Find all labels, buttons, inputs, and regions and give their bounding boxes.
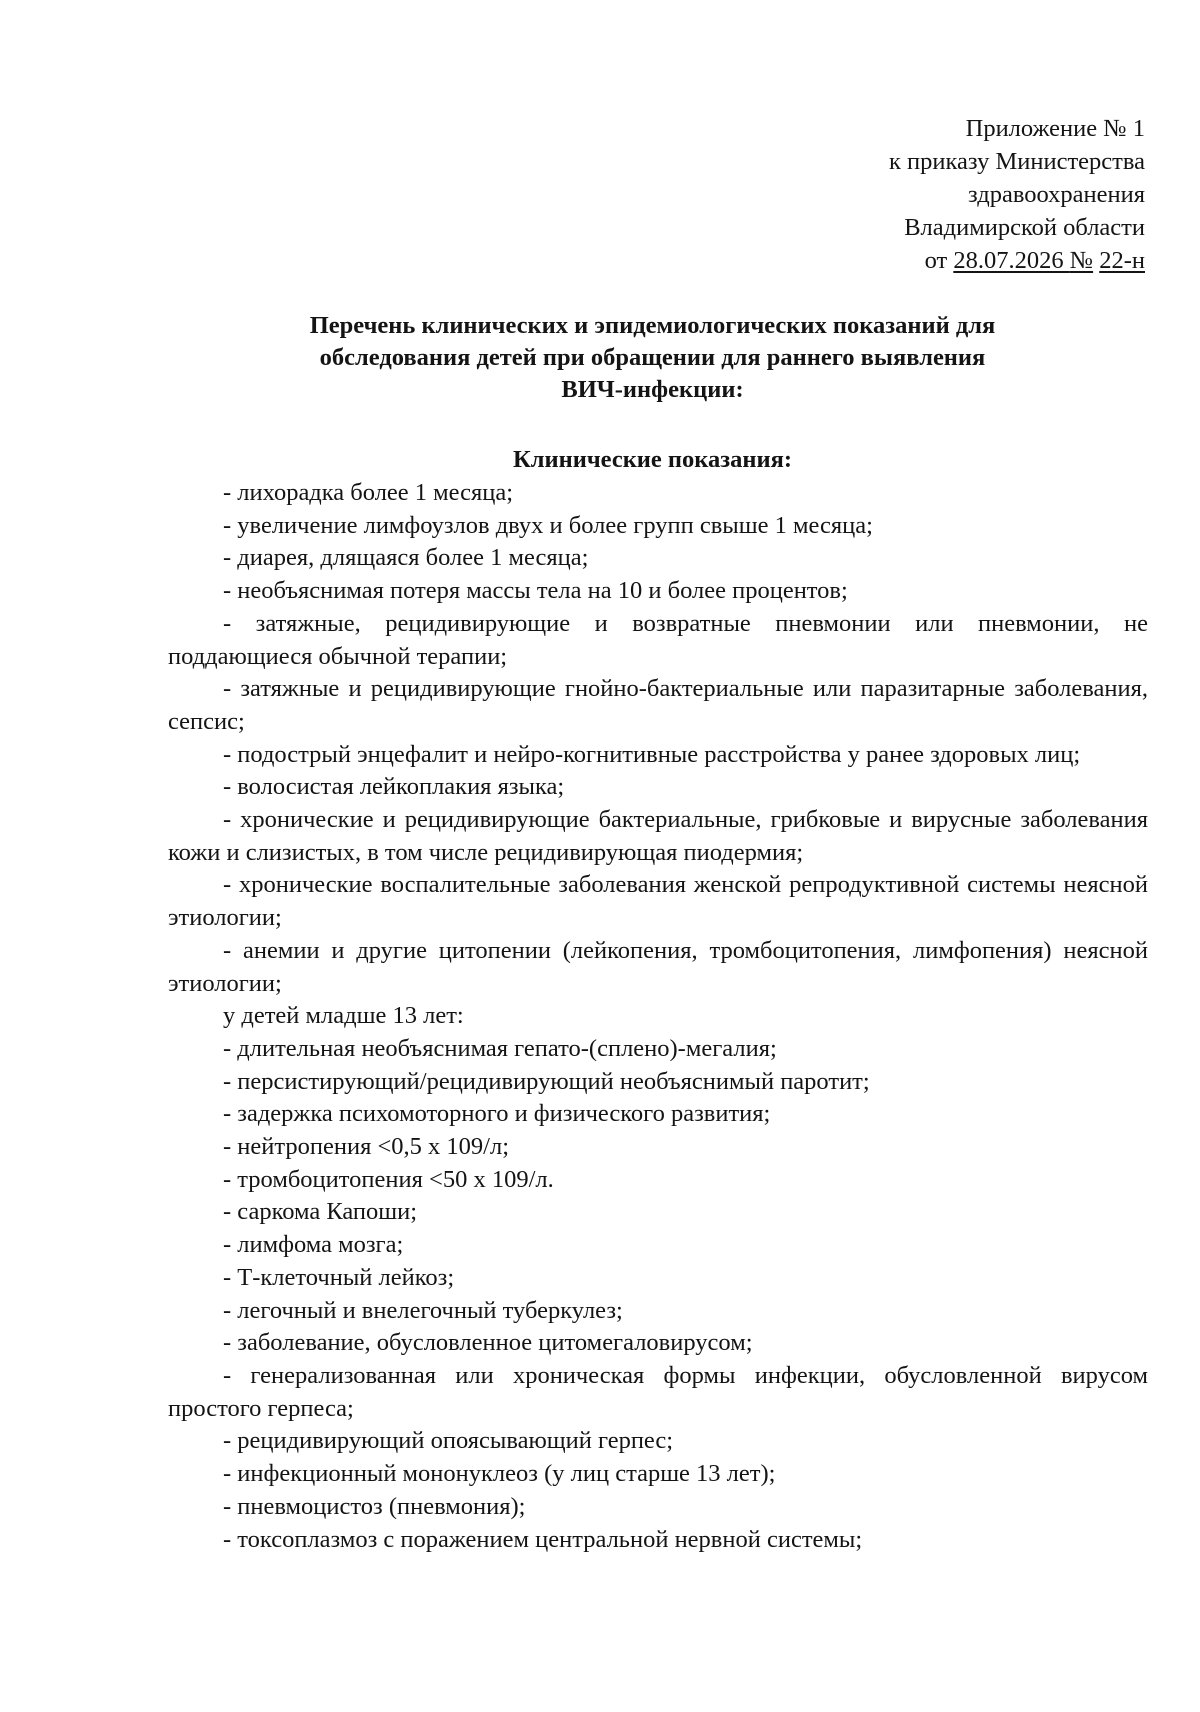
list-item: - пневмоцистоз (пневмония); [223,1492,526,1520]
document-title [160,310,1145,406]
list-item: - затяжные и рецидивирующие гнойно-бактериальные или паразитарные заболевания, сепсис; [168,675,1148,735]
title-line-2: обследования детей при обращении для раннего выявления [319,344,986,371]
list-item: - персистирующий/рецидивирующий необъяснимый паротит; [223,1067,870,1095]
list-item: - задержка психомоторного и физического развития; [223,1100,771,1128]
list-item: - Т-клеточный лейкоз; [223,1263,455,1291]
indications-list [168,477,1148,1556]
list-item: - хронические и рецидивирующие бактериальные, грибковые и вирусные заболевания кожи и слизистых, в том числе рецидивирующая пиодермия; [168,806,1148,866]
list-item: - волосистая лейкоплакия языка; [223,773,565,801]
appendix-line-2: к приказу Министерства [889,148,1145,175]
list-item: - длительная необъяснимая гепато-(сплено)-мегалия; [223,1034,777,1062]
order-date: 28.07.2026 [953,247,1070,274]
list-item: - анемии и другие цитопении (лейкопения, тромбоцитопения, лимфопения) неясной этиологии; [168,936,1148,997]
list-item: - хронические воспалительные заболевания женской репродуктивной системы неясной этиологии; [168,871,1148,932]
list-item: - токсоплазмоз с поражением центральной нервной системы; [223,1525,863,1553]
appendix-line-1: Приложение № 1 [965,115,1145,142]
list-item: - рецидивирующий опоясывающий герпес; [223,1427,674,1455]
list-item: - саркома Капоши; [223,1198,418,1226]
appendix-line-4: Владимирской области [904,214,1145,241]
appendix-block [889,112,1145,277]
list-item: - заболевание, обусловленное цитомегаловирусом; [223,1329,753,1357]
order-number-sign: № [1069,247,1094,274]
list-item: - нейтропения <0,5 х 109/л; [223,1133,510,1161]
list-item: - подострый энцефалит и нейро-когнитивные расстройства у ранее здоровых лиц; [223,740,1081,768]
list-item: - инфекционный мононуклеоз (у лиц старше 13 лет); [223,1460,776,1488]
list-item: - генерализованная или хроническая формы инфекции, обусловленной вирусом простого герпеса; [168,1361,1148,1422]
appendix-order-reference [889,244,1145,277]
title-line-1: Перечень клинических и эпидемиологических показаний для [309,312,996,339]
list-item: - тромбоцитопения <50 х 109/л. [223,1165,554,1193]
list-item: - лихорадка более 1 месяца; [223,479,514,506]
order-number: 22-н [1099,247,1145,274]
appendix-line-3: здравоохранения [968,181,1145,208]
list-item: - диарея, длящаяся более 1 месяца; [223,544,589,572]
list-item: - лимфома мозга; [223,1231,404,1259]
list-item: - затяжные, рецидивирующие и возвратные пневмонии или пневмонии, не поддающиеся обычной терапии; [168,609,1148,670]
list-item: - необъяснимая потеря массы тела на 10 и более процентов; [223,577,848,605]
title-line-3: ВИЧ-инфекции: [561,376,744,403]
order-date-prefix: от [924,247,954,274]
list-item: - увеличение лимфоузлов двух и более групп свыше 1 месяца; [223,511,873,539]
section-title: Клинические показания: [512,446,793,473]
list-subheading: у детей младше 13 лет: [223,1002,464,1030]
list-item: - легочный и внелегочный туберкулез; [223,1296,623,1324]
